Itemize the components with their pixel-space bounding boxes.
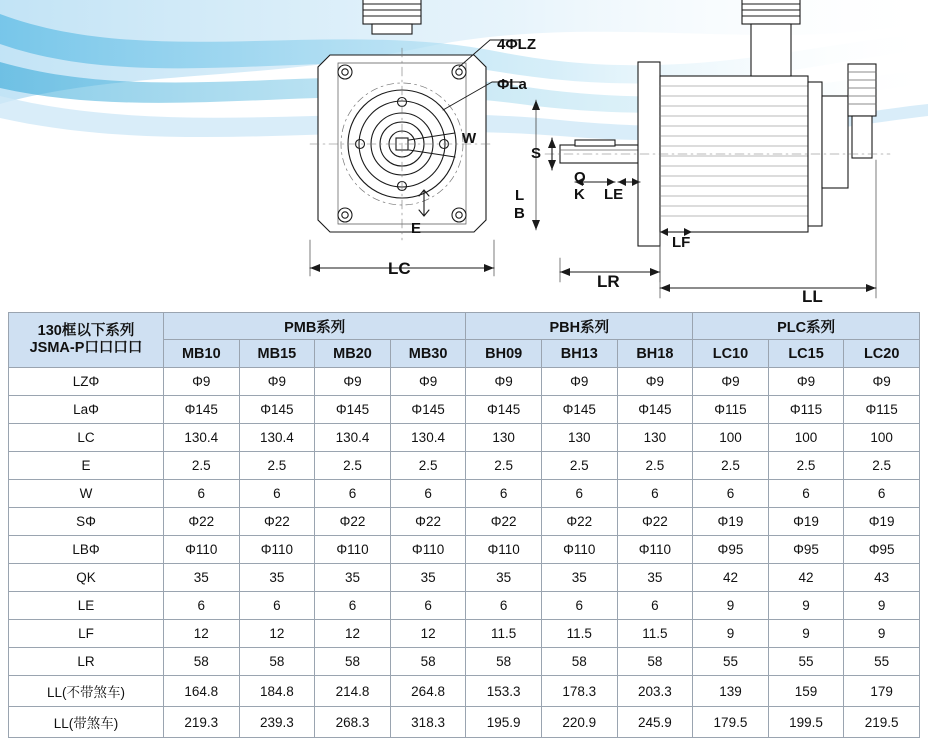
dim-le bbox=[618, 178, 640, 186]
cell: 43 bbox=[844, 564, 920, 592]
servo-motor-dimension-drawing bbox=[0, 0, 928, 303]
cell: 268.3 bbox=[315, 707, 391, 738]
cell: 184.8 bbox=[239, 676, 315, 707]
row-label: LL(带煞车) bbox=[9, 707, 164, 738]
cell: 6 bbox=[466, 480, 542, 508]
cell: 58 bbox=[315, 648, 391, 676]
cell: Φ9 bbox=[164, 368, 240, 396]
col-header-mb20: MB20 bbox=[315, 340, 391, 368]
table-row bbox=[9, 396, 920, 424]
table-row bbox=[9, 536, 920, 564]
cell: 2.5 bbox=[239, 452, 315, 480]
row-label: LaΦ bbox=[9, 396, 164, 424]
cell: 35 bbox=[617, 564, 693, 592]
cell: Φ19 bbox=[693, 508, 769, 536]
table-row bbox=[9, 648, 920, 676]
cell: Φ145 bbox=[466, 396, 542, 424]
group-header-pbh: PBH系列 bbox=[466, 313, 693, 340]
label-l: L bbox=[515, 187, 525, 204]
table-corner-header bbox=[9, 313, 164, 368]
cell: 6 bbox=[617, 592, 693, 620]
cell: Φ115 bbox=[768, 396, 844, 424]
cell: 6 bbox=[844, 480, 920, 508]
table-group-header-row bbox=[9, 313, 920, 340]
front-view-top-connector bbox=[363, 0, 421, 34]
cell: 12 bbox=[390, 620, 466, 648]
cell: 9 bbox=[768, 620, 844, 648]
row-label: E bbox=[9, 452, 164, 480]
row-label: LF bbox=[9, 620, 164, 648]
col-header-bh09: BH09 bbox=[466, 340, 542, 368]
cell: 203.3 bbox=[617, 676, 693, 707]
cell: Φ110 bbox=[239, 536, 315, 564]
cell: 100 bbox=[693, 424, 769, 452]
cell: 6 bbox=[617, 480, 693, 508]
label-phi-la: ΦLa bbox=[497, 76, 527, 93]
cell: 6 bbox=[390, 592, 466, 620]
cell: Φ110 bbox=[390, 536, 466, 564]
cell: 11.5 bbox=[617, 620, 693, 648]
cell: 159 bbox=[768, 676, 844, 707]
table-row bbox=[9, 592, 920, 620]
cell: 6 bbox=[541, 480, 617, 508]
row-label: LE bbox=[9, 592, 164, 620]
table-row bbox=[9, 620, 920, 648]
cell: 318.3 bbox=[390, 707, 466, 738]
cell: 219.5 bbox=[844, 707, 920, 738]
row-label: LZΦ bbox=[9, 368, 164, 396]
cell: Φ145 bbox=[164, 396, 240, 424]
cell: 55 bbox=[768, 648, 844, 676]
cell: 9 bbox=[844, 592, 920, 620]
cell: Φ95 bbox=[844, 536, 920, 564]
cell: 42 bbox=[768, 564, 844, 592]
cell: 55 bbox=[844, 648, 920, 676]
cell: Φ19 bbox=[768, 508, 844, 536]
col-header-lc10: LC10 bbox=[693, 340, 769, 368]
label-q: Q bbox=[574, 169, 586, 186]
cell: 2.5 bbox=[541, 452, 617, 480]
cell: Φ9 bbox=[844, 368, 920, 396]
cell: Φ9 bbox=[541, 368, 617, 396]
cell: Φ9 bbox=[239, 368, 315, 396]
label-ll: LL bbox=[802, 287, 823, 303]
cell: 179 bbox=[844, 676, 920, 707]
cell: Φ22 bbox=[617, 508, 693, 536]
corner-line-2: JSMA-P口口口口 bbox=[29, 340, 143, 356]
cell: 2.5 bbox=[390, 452, 466, 480]
cell: Φ145 bbox=[390, 396, 466, 424]
cell: 219.3 bbox=[164, 707, 240, 738]
cell: 9 bbox=[693, 592, 769, 620]
cell: 130.4 bbox=[315, 424, 391, 452]
label-e: E bbox=[411, 220, 422, 237]
cell: 2.5 bbox=[466, 452, 542, 480]
label-w: W bbox=[462, 130, 477, 147]
cell: 153.3 bbox=[466, 676, 542, 707]
cell: 12 bbox=[239, 620, 315, 648]
cell: 6 bbox=[693, 480, 769, 508]
cell: 178.3 bbox=[541, 676, 617, 707]
row-label: LBΦ bbox=[9, 536, 164, 564]
table-row bbox=[9, 452, 920, 480]
cell: 130.4 bbox=[239, 424, 315, 452]
label-b: B bbox=[514, 205, 525, 222]
cell: 139 bbox=[693, 676, 769, 707]
cell: 2.5 bbox=[768, 452, 844, 480]
label-k: K bbox=[574, 186, 585, 203]
table-row bbox=[9, 480, 920, 508]
table-row bbox=[9, 676, 920, 707]
dimension-table bbox=[8, 312, 920, 738]
cell: Φ22 bbox=[466, 508, 542, 536]
cell: Φ95 bbox=[693, 536, 769, 564]
cell: 2.5 bbox=[693, 452, 769, 480]
cell: Φ110 bbox=[617, 536, 693, 564]
row-label: W bbox=[9, 480, 164, 508]
cell: 42 bbox=[693, 564, 769, 592]
table-row bbox=[9, 368, 920, 396]
cell: 264.8 bbox=[390, 676, 466, 707]
cell: 239.3 bbox=[239, 707, 315, 738]
cell: 35 bbox=[239, 564, 315, 592]
table-row bbox=[9, 508, 920, 536]
group-header-pmb: PMB系列 bbox=[164, 313, 466, 340]
cell: 2.5 bbox=[164, 452, 240, 480]
cell: Φ95 bbox=[768, 536, 844, 564]
cell: 245.9 bbox=[617, 707, 693, 738]
cell: 35 bbox=[390, 564, 466, 592]
cell: 58 bbox=[164, 648, 240, 676]
label-4-phi-lz: 4ΦLZ bbox=[497, 36, 536, 53]
cell: Φ9 bbox=[617, 368, 693, 396]
cell: 130 bbox=[466, 424, 542, 452]
cell: 55 bbox=[693, 648, 769, 676]
table-row bbox=[9, 707, 920, 738]
cell: 35 bbox=[541, 564, 617, 592]
col-header-lc15: LC15 bbox=[768, 340, 844, 368]
technical-drawing-area bbox=[0, 0, 928, 303]
cell: 100 bbox=[768, 424, 844, 452]
cell: 58 bbox=[617, 648, 693, 676]
col-header-mb30: MB30 bbox=[390, 340, 466, 368]
cell: 6 bbox=[541, 592, 617, 620]
col-header-bh18: BH18 bbox=[617, 340, 693, 368]
cell: 9 bbox=[844, 620, 920, 648]
cell: Φ9 bbox=[466, 368, 542, 396]
cell: 9 bbox=[693, 620, 769, 648]
row-label: LC bbox=[9, 424, 164, 452]
cell: 199.5 bbox=[768, 707, 844, 738]
cell: 100 bbox=[844, 424, 920, 452]
col-header-mb15: MB15 bbox=[239, 340, 315, 368]
cell: 195.9 bbox=[466, 707, 542, 738]
cell: Φ110 bbox=[466, 536, 542, 564]
group-header-plc: PLC系列 bbox=[693, 313, 920, 340]
cell: 6 bbox=[239, 480, 315, 508]
cell: 11.5 bbox=[541, 620, 617, 648]
cell: Φ9 bbox=[768, 368, 844, 396]
cell: 179.5 bbox=[693, 707, 769, 738]
cell: 2.5 bbox=[617, 452, 693, 480]
cell: 9 bbox=[768, 592, 844, 620]
cell: Φ110 bbox=[541, 536, 617, 564]
cell: 35 bbox=[466, 564, 542, 592]
cell: Φ9 bbox=[390, 368, 466, 396]
cell: 6 bbox=[390, 480, 466, 508]
cell: 11.5 bbox=[466, 620, 542, 648]
cell: 130.4 bbox=[390, 424, 466, 452]
row-label: LL(不带煞车) bbox=[9, 676, 164, 707]
cell: 2.5 bbox=[315, 452, 391, 480]
cell: 35 bbox=[164, 564, 240, 592]
cell: Φ115 bbox=[693, 396, 769, 424]
cell: 58 bbox=[466, 648, 542, 676]
label-le: LE bbox=[604, 186, 624, 203]
cell: Φ9 bbox=[315, 368, 391, 396]
side-view bbox=[545, 0, 890, 246]
cell: Φ145 bbox=[239, 396, 315, 424]
cell: 2.5 bbox=[844, 452, 920, 480]
cell: 130 bbox=[541, 424, 617, 452]
cell: 58 bbox=[541, 648, 617, 676]
cell: Φ22 bbox=[541, 508, 617, 536]
cell: 6 bbox=[315, 480, 391, 508]
label-lr: LR bbox=[597, 272, 620, 291]
cell: 58 bbox=[390, 648, 466, 676]
cell: Φ22 bbox=[239, 508, 315, 536]
label-lf: LF bbox=[672, 234, 691, 251]
cell: Φ145 bbox=[541, 396, 617, 424]
dim-lb bbox=[532, 100, 540, 230]
cell: 12 bbox=[164, 620, 240, 648]
label-lc: LC bbox=[388, 259, 411, 278]
col-header-mb10: MB10 bbox=[164, 340, 240, 368]
cell: Φ9 bbox=[693, 368, 769, 396]
cell: Φ110 bbox=[164, 536, 240, 564]
table-row bbox=[9, 564, 920, 592]
label-s: S bbox=[531, 145, 542, 162]
cell: Φ115 bbox=[844, 396, 920, 424]
cell: 6 bbox=[164, 480, 240, 508]
cell: 6 bbox=[466, 592, 542, 620]
cell: Φ145 bbox=[617, 396, 693, 424]
cell: 35 bbox=[315, 564, 391, 592]
cell: 164.8 bbox=[164, 676, 240, 707]
cell: 6 bbox=[768, 480, 844, 508]
col-header-lc20: LC20 bbox=[844, 340, 920, 368]
row-label: LR bbox=[9, 648, 164, 676]
row-label: QK bbox=[9, 564, 164, 592]
cell: Φ22 bbox=[164, 508, 240, 536]
cell: Φ110 bbox=[315, 536, 391, 564]
cell: 214.8 bbox=[315, 676, 391, 707]
cell: 58 bbox=[239, 648, 315, 676]
corner-line-1: 130框以下系列 bbox=[37, 323, 135, 339]
cell: Φ22 bbox=[315, 508, 391, 536]
cell: 6 bbox=[315, 592, 391, 620]
cell: 130.4 bbox=[164, 424, 240, 452]
cell: 6 bbox=[164, 592, 240, 620]
col-header-bh13: BH13 bbox=[541, 340, 617, 368]
cell: Φ19 bbox=[844, 508, 920, 536]
dimension-table-container bbox=[8, 312, 920, 738]
cell: Φ145 bbox=[315, 396, 391, 424]
cell: 130 bbox=[617, 424, 693, 452]
cell: Φ22 bbox=[390, 508, 466, 536]
table-row bbox=[9, 424, 920, 452]
row-label: SΦ bbox=[9, 508, 164, 536]
cell: 6 bbox=[239, 592, 315, 620]
cell: 220.9 bbox=[541, 707, 617, 738]
cell: 12 bbox=[315, 620, 391, 648]
